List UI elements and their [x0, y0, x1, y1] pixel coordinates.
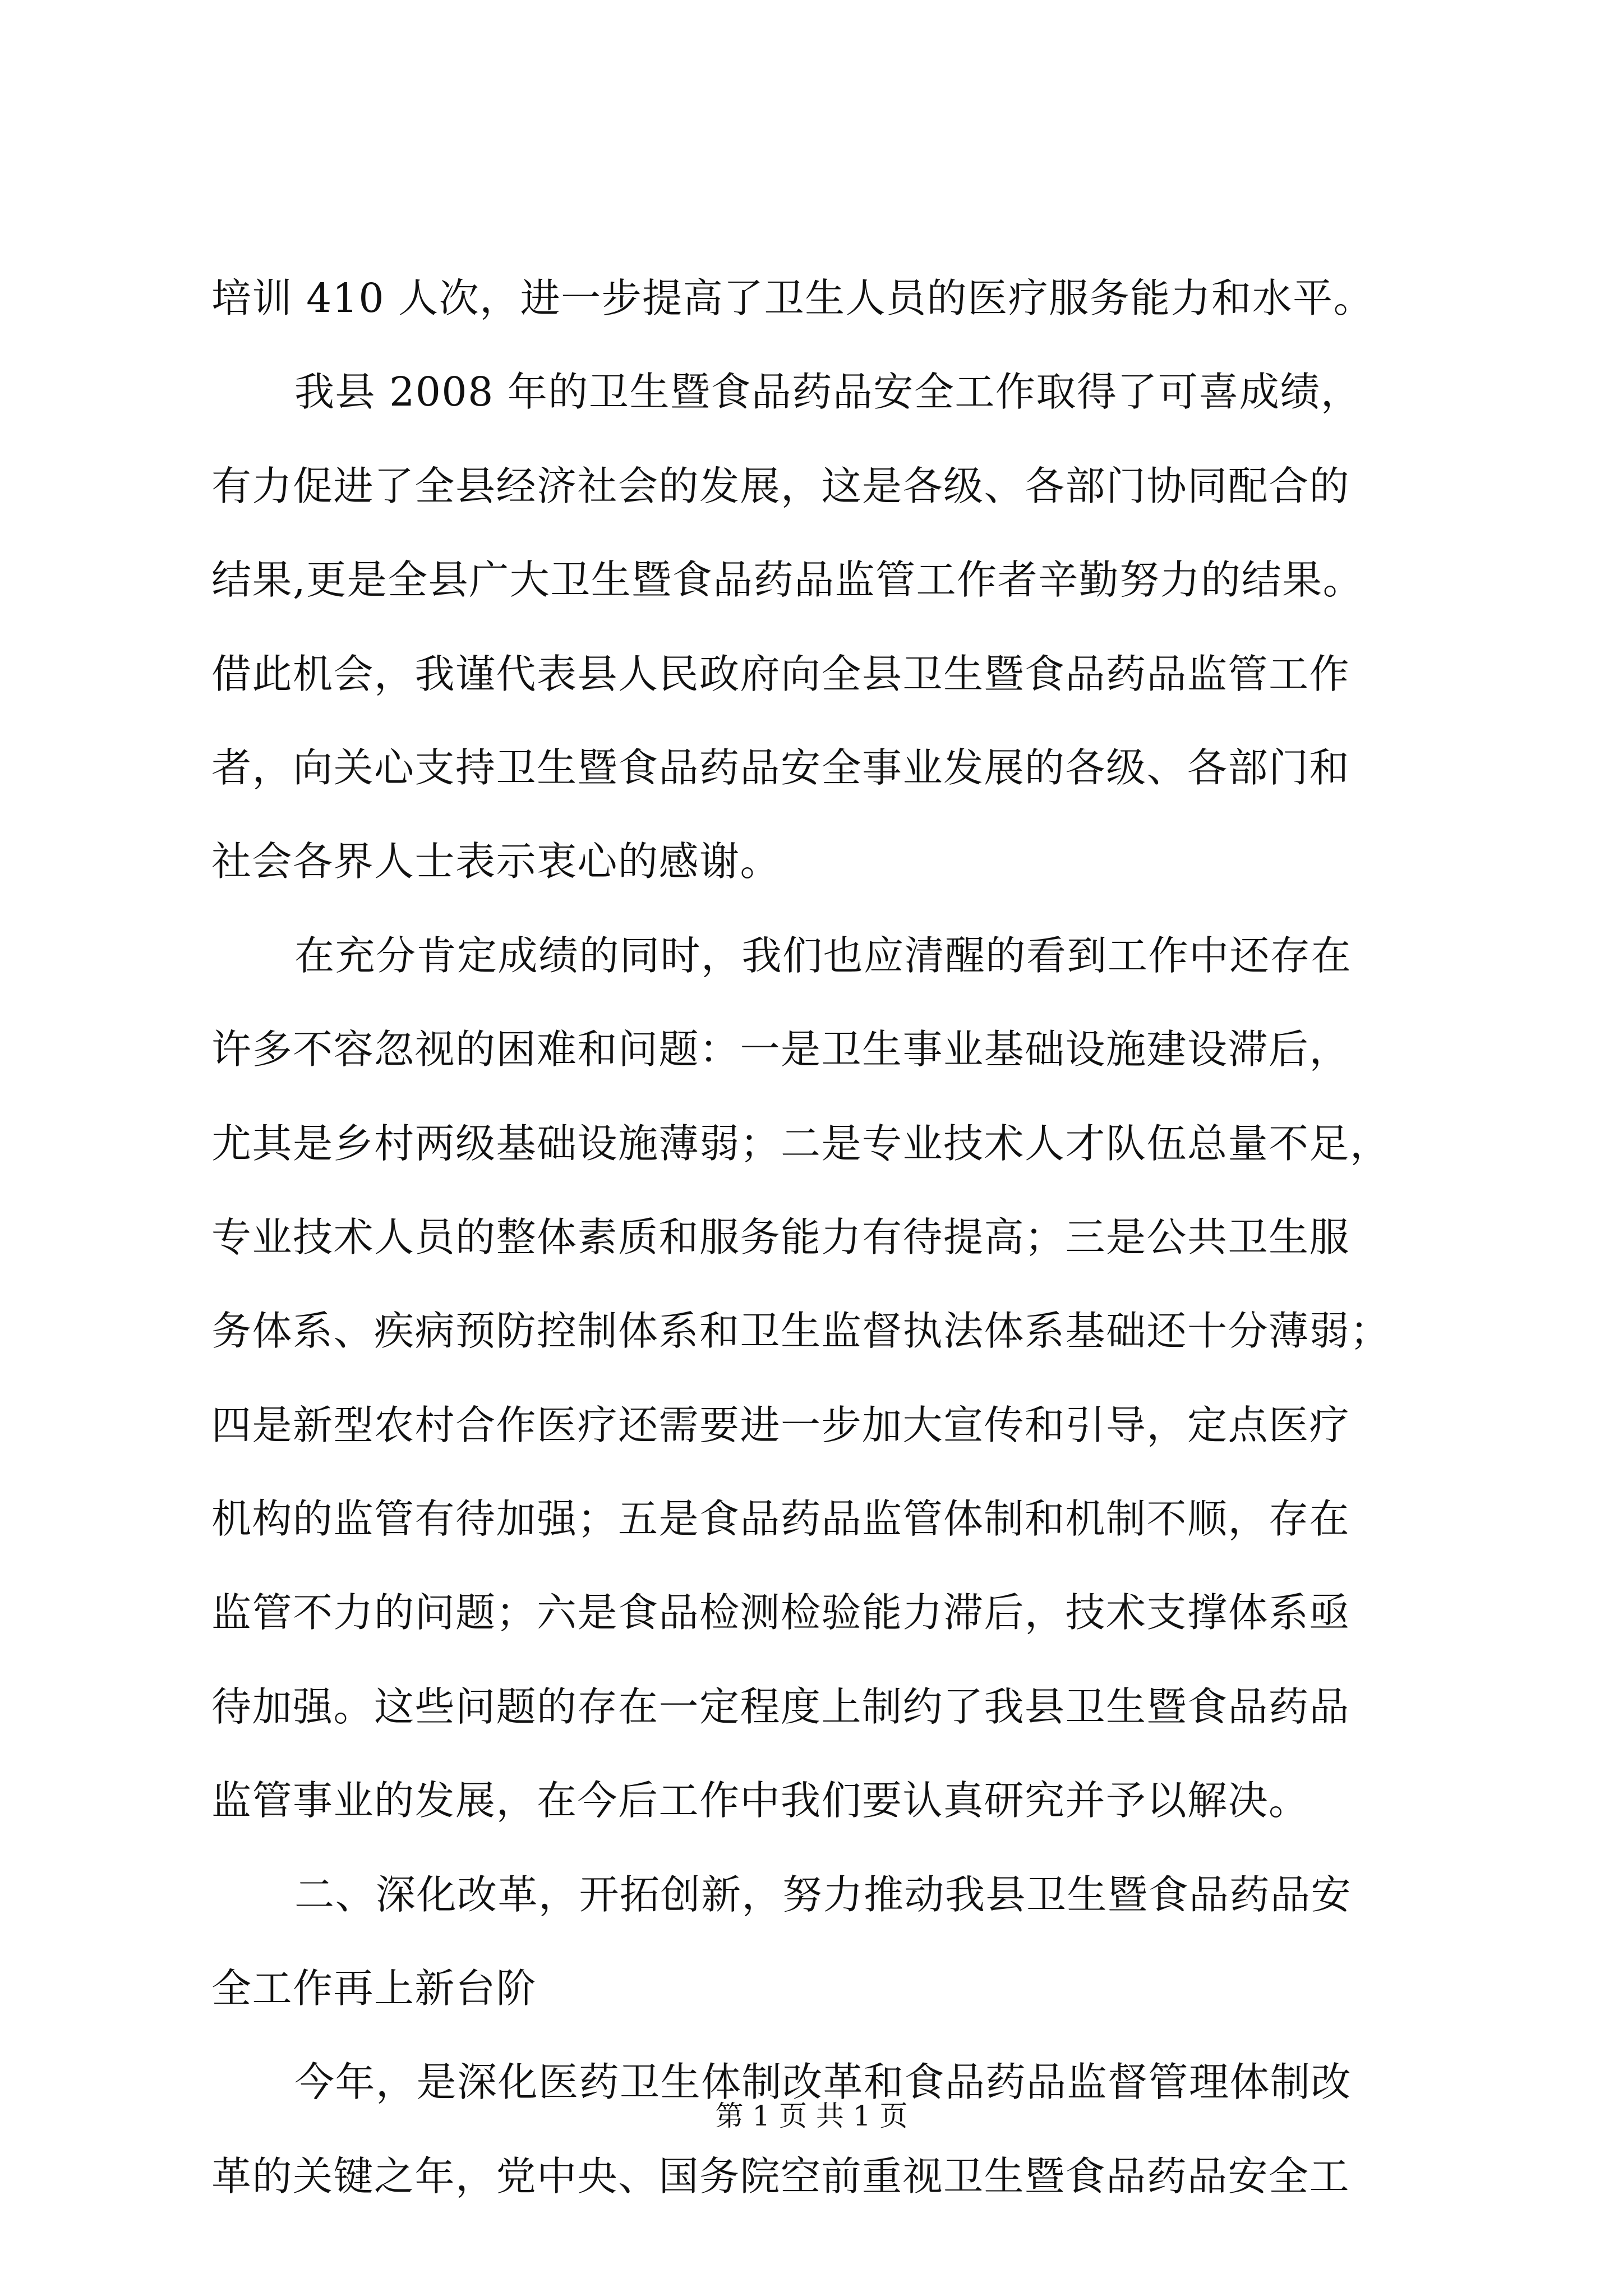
text-line-9: 许多不容忽视的困难和问题：一是卫生事业基础设施建设滞后， [211, 1026, 1350, 1073]
page-footer [0, 2099, 1623, 2133]
text-line-16: 待加强。这些问题的存在一定程度上制约了我县卫生暨食品药品 [211, 1683, 1350, 1730]
text-line-20: 今年，是深化医药卫生体制改革和食品药品监督管理体制改 [294, 2059, 1352, 2106]
text-line-4: 结果,更是全县广大卫生暨食品药品监管工作者辛勤努力的结果。 [211, 556, 1364, 604]
text-line-13: 四是新型农村合作医疗还需要进一步加大宣传和引导，定点医疗 [211, 1401, 1350, 1448]
text-line-17: 监管事业的发展，在今后工作中我们要认真研究并予以解决。 [211, 1777, 1310, 1824]
text-line-11: 专业技术人员的整体素质和服务能力有待提高；三是公共卫生服 [211, 1213, 1350, 1260]
text-line-8: 在充分肯定成绩的同时，我们也应清醒的看到工作中还存在 [294, 932, 1352, 979]
page-number-label: 第 1 页 共 1 页 [715, 2100, 908, 2132]
text-line-14: 机构的监管有待加强；五是食品药品监管体制和机制不顺，存在 [211, 1496, 1350, 1543]
text-line-2: 我县 2008 年的卫生暨食品药品安全工作取得了可喜成绩， [294, 369, 1362, 416]
text-line-5: 借此机会，我谨代表县人民政府向全县卫生暨食品药品监管工作 [211, 650, 1350, 697]
text-line-15: 监管不力的问题；六是食品检测检验能力滞后，技术支撑体系亟 [211, 1589, 1350, 1636]
text-line-1: 培训 410 人次，进一步提高了卫生人员的医疗服务能力和水平。 [211, 275, 1375, 321]
text-line-3: 有力促进了全县经济社会的发展，这是各级、各部门协同配合的 [211, 462, 1350, 509]
document-body [211, 251, 1420, 2223]
section-heading-line-1: 二、深化改革，开拓创新，努力推动我县卫生暨食品药品安 [294, 1871, 1352, 1918]
text-line-21: 革的关键之年，党中央、国务院空前重视卫生暨食品药品安全工 [211, 2152, 1350, 2200]
text-line-7: 社会各界人士表示衷心的感谢。 [211, 838, 781, 885]
text-line-6: 者，向关心支持卫生暨食品药品安全事业发展的各级、各部门和 [211, 744, 1350, 791]
section-heading-line-2: 全工作再上新台阶 [211, 1965, 537, 2012]
text-line-10: 尤其是乡村两级基础设施薄弱；二是专业技术人才队伍总量不足， [211, 1120, 1391, 1167]
text-line-12: 务体系、疾病预防控制体系和卫生监督执法体系基础还十分薄弱； [211, 1308, 1391, 1355]
